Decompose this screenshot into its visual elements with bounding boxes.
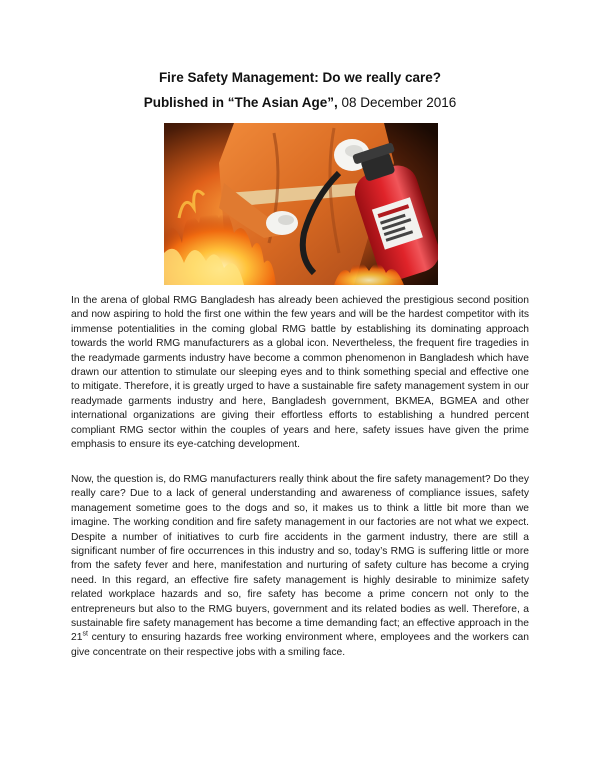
ordinal-suffix: st xyxy=(82,631,88,639)
paragraph-2-text-b: century to ensuring hazards free working environment where, employees and the workers can give concentrate on their respective jobs with a smiling face. xyxy=(71,632,529,658)
page-title: Fire Safety Management: Do we really care? xyxy=(158,70,442,85)
publication-line xyxy=(0,95,600,111)
publication-date: 08 December 2016 xyxy=(341,95,457,110)
publication-label: Published in “The Asian Age”, xyxy=(143,95,338,110)
paragraph-1: In the arena of global RMG Bangladesh has already been achieved the prestigious second position and now aspiring to hold the first one within the few years and will be the hardest competitor with its immense potentialities in the coming global RMG battle by establishing its dominating approach towards the world RMG manufacturers as a global icon. Nevertheless, the frequent fire tragedies in the readymade garments industry have become a common phenomenon in Bangladesh which have drawn our attention to stimulate our sleeping eyes and to think something special and effective one to mitigate. Therefore, it is greatly urged to have a sustainable fire safety management system in our readymade garments industry and here, Bangladesh government, BKMEA, BGMEA and other international organizations are giving their effortless efforts to establishing a hundred percent compliant RMG sector within the couples of years and here, safety issues have given the prime emphasis to ensure its eye-catching development. xyxy=(71,295,529,451)
paragraph-2 xyxy=(71,473,529,660)
paragraph-2-text-a: Now, the question is, do RMG manufacturers really think about the fire safety management? Do they really care? Due to a lack of general understanding and awareness of compliance issues, safety management sometime goes to the dogs and so, it makes us to think a little bit more than we imagine. The working condition and fire safety management in our factories are not what we expect. Despite a number of initiatives to curb fire accidents in the garment industry, there are still a significant number of fire occurrences in this industry and so, today’s RMG is suffering little or more from the safety fever and here, manifestation and nurturing of safety culture has become a crying need. In this regard, an effective fire safety management is highly desirable to minimize safety related workplace hazards and so, fire safety has become a prime concern not only to the entrepreneurs but also to the RMG buyers, government and its related bodies as well. Therefore, a sustainable fire safety management has become a time demanding fact; an effective approach in the 21 xyxy=(71,474,529,644)
firefighter-with-extinguisher-photo xyxy=(164,123,438,285)
